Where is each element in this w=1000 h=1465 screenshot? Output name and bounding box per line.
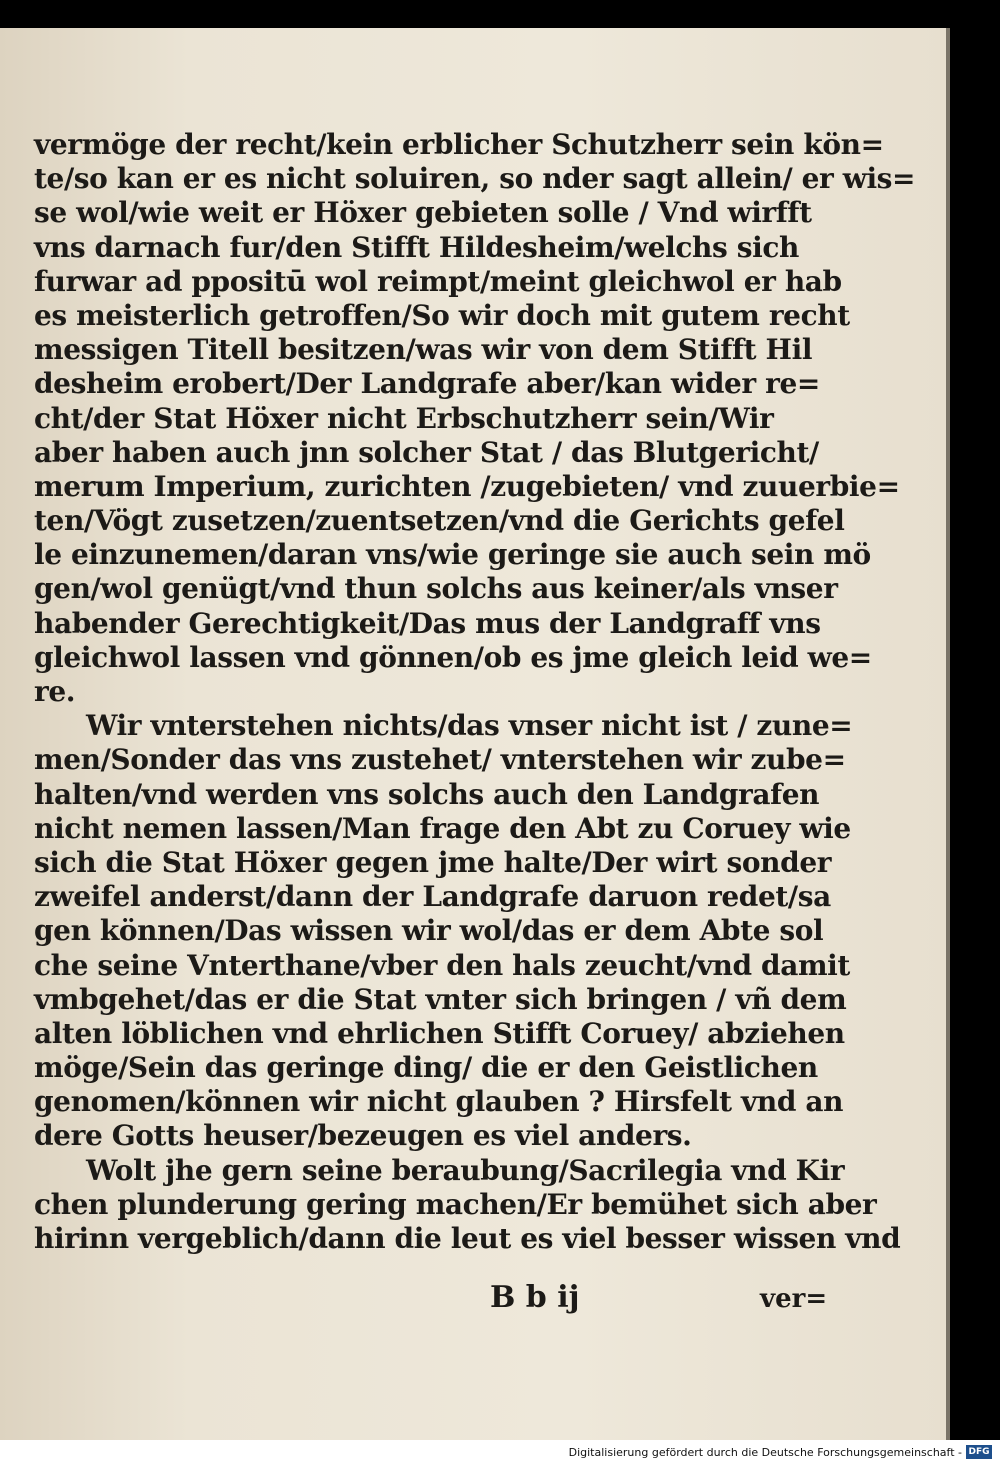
text-line: zweifel anderst/dann der Landgrafe daruon redet/sa bbox=[34, 880, 831, 914]
text-line: aber haben auch jnn solcher Stat / das Blutgericht/ bbox=[34, 435, 819, 469]
text-line: habender Gerechtigkeit/Das mus der Landgraff vns bbox=[34, 606, 821, 640]
footer-bar bbox=[0, 1440, 1000, 1465]
text-line: men/Sonder das vns zustehet/ vnterstehen wir zube= bbox=[34, 743, 846, 777]
text-line: es meisterlich getroffen/So wir doch mit gutem recht bbox=[34, 298, 850, 332]
paragraph-start-line: Wolt jhe gern seine beraubung/Sacrilegia vnd Kir bbox=[86, 1153, 845, 1187]
funding-notice: Digitalisierung gefördert durch die Deutsche Forschungsgemeinschaft - bbox=[568, 1446, 962, 1459]
text-line: hirinn vergeblich/dann die leut es viel besser wissen vnd bbox=[34, 1222, 901, 1255]
paragraph-start-line: Wir vnterstehen nichts/das vnser nicht ist / zune= bbox=[86, 709, 853, 743]
text-line: gen/wol genügt/vnd thun solchs aus keiner/als vnser bbox=[34, 572, 838, 606]
text-line: messigen Titell besitzen/was wir von dem Stifft Hil bbox=[34, 333, 813, 367]
page-edge bbox=[946, 28, 950, 1440]
text-line: te/so kan er es nicht soluiren, so nder sagt allein/ er wis= bbox=[34, 162, 916, 196]
text-line: merum Imperium, zurichten /zugebieten/ vnd zuuerbie= bbox=[34, 469, 900, 503]
page-signature-row bbox=[0, 1280, 946, 1320]
text-line: desheim erobert/Der Landgrafe aber/kan wider re= bbox=[34, 367, 820, 401]
text-line: se wol/wie weit er Höxer gebieten solle / Vnd wirfft bbox=[34, 196, 812, 230]
text-line: genomen/können wir nicht glauben ? Hirsfelt vnd an bbox=[34, 1085, 844, 1119]
signature-mark: B b ij bbox=[490, 1280, 580, 1315]
text-line: sich die Stat Höxer gegen jme halte/Der wirt sonder bbox=[34, 845, 832, 879]
text-line: chen plunderung gering machen/Er bemühet sich aber bbox=[34, 1187, 877, 1221]
text-line: gen können/Das wissen wir wol/das er dem Abte sol bbox=[34, 914, 824, 948]
text-line: ten/Vögt zusetzen/zuentsetzen/vnd die Gerichts gefel bbox=[34, 504, 845, 538]
body-text bbox=[34, 128, 916, 1256]
catchword: ver= bbox=[760, 1284, 828, 1314]
dfg-logo-icon: DFG bbox=[966, 1445, 992, 1459]
text-line: le einzunemen/daran vns/wie geringe sie auch sein mö bbox=[34, 538, 871, 572]
text-line: dere Gotts heuser/bezeugen es viel anders. bbox=[34, 1119, 692, 1153]
text-line: cht/der Stat Höxer nicht Erbschutzherr sein/Wir bbox=[34, 401, 774, 435]
text-line: vns darnach fur/den Stifft Hildesheim/welchs sich bbox=[34, 230, 799, 264]
text-line: nicht nemen lassen/Man frage den Abt zu Coruey wie bbox=[34, 811, 851, 845]
text-line: re. bbox=[34, 675, 76, 708]
text-line: vmbgehet/das er die Stat vnter sich bringen / vñ dem bbox=[34, 982, 847, 1016]
text-line: alten löblichen vnd ehrlichen Stifft Coruey/ abziehen bbox=[34, 1016, 845, 1050]
scanned-page bbox=[0, 28, 946, 1440]
text-line: möge/Sein das geringe ding/ die er den Geistlichen bbox=[34, 1051, 818, 1085]
text-line: vermöge der recht/kein erblicher Schutzherr sein kön= bbox=[34, 128, 884, 161]
text-line: gleichwol lassen vnd gönnen/ob es jme gleich leid we= bbox=[34, 640, 872, 674]
text-line: furwar ad ppositū wol reimpt/meint gleichwol er hab bbox=[34, 264, 842, 298]
text-line: che seine Vnterthane/vber den hals zeucht/vnd damit bbox=[34, 948, 850, 982]
text-line: halten/vnd werden vns solchs auch den Landgrafen bbox=[34, 777, 820, 811]
